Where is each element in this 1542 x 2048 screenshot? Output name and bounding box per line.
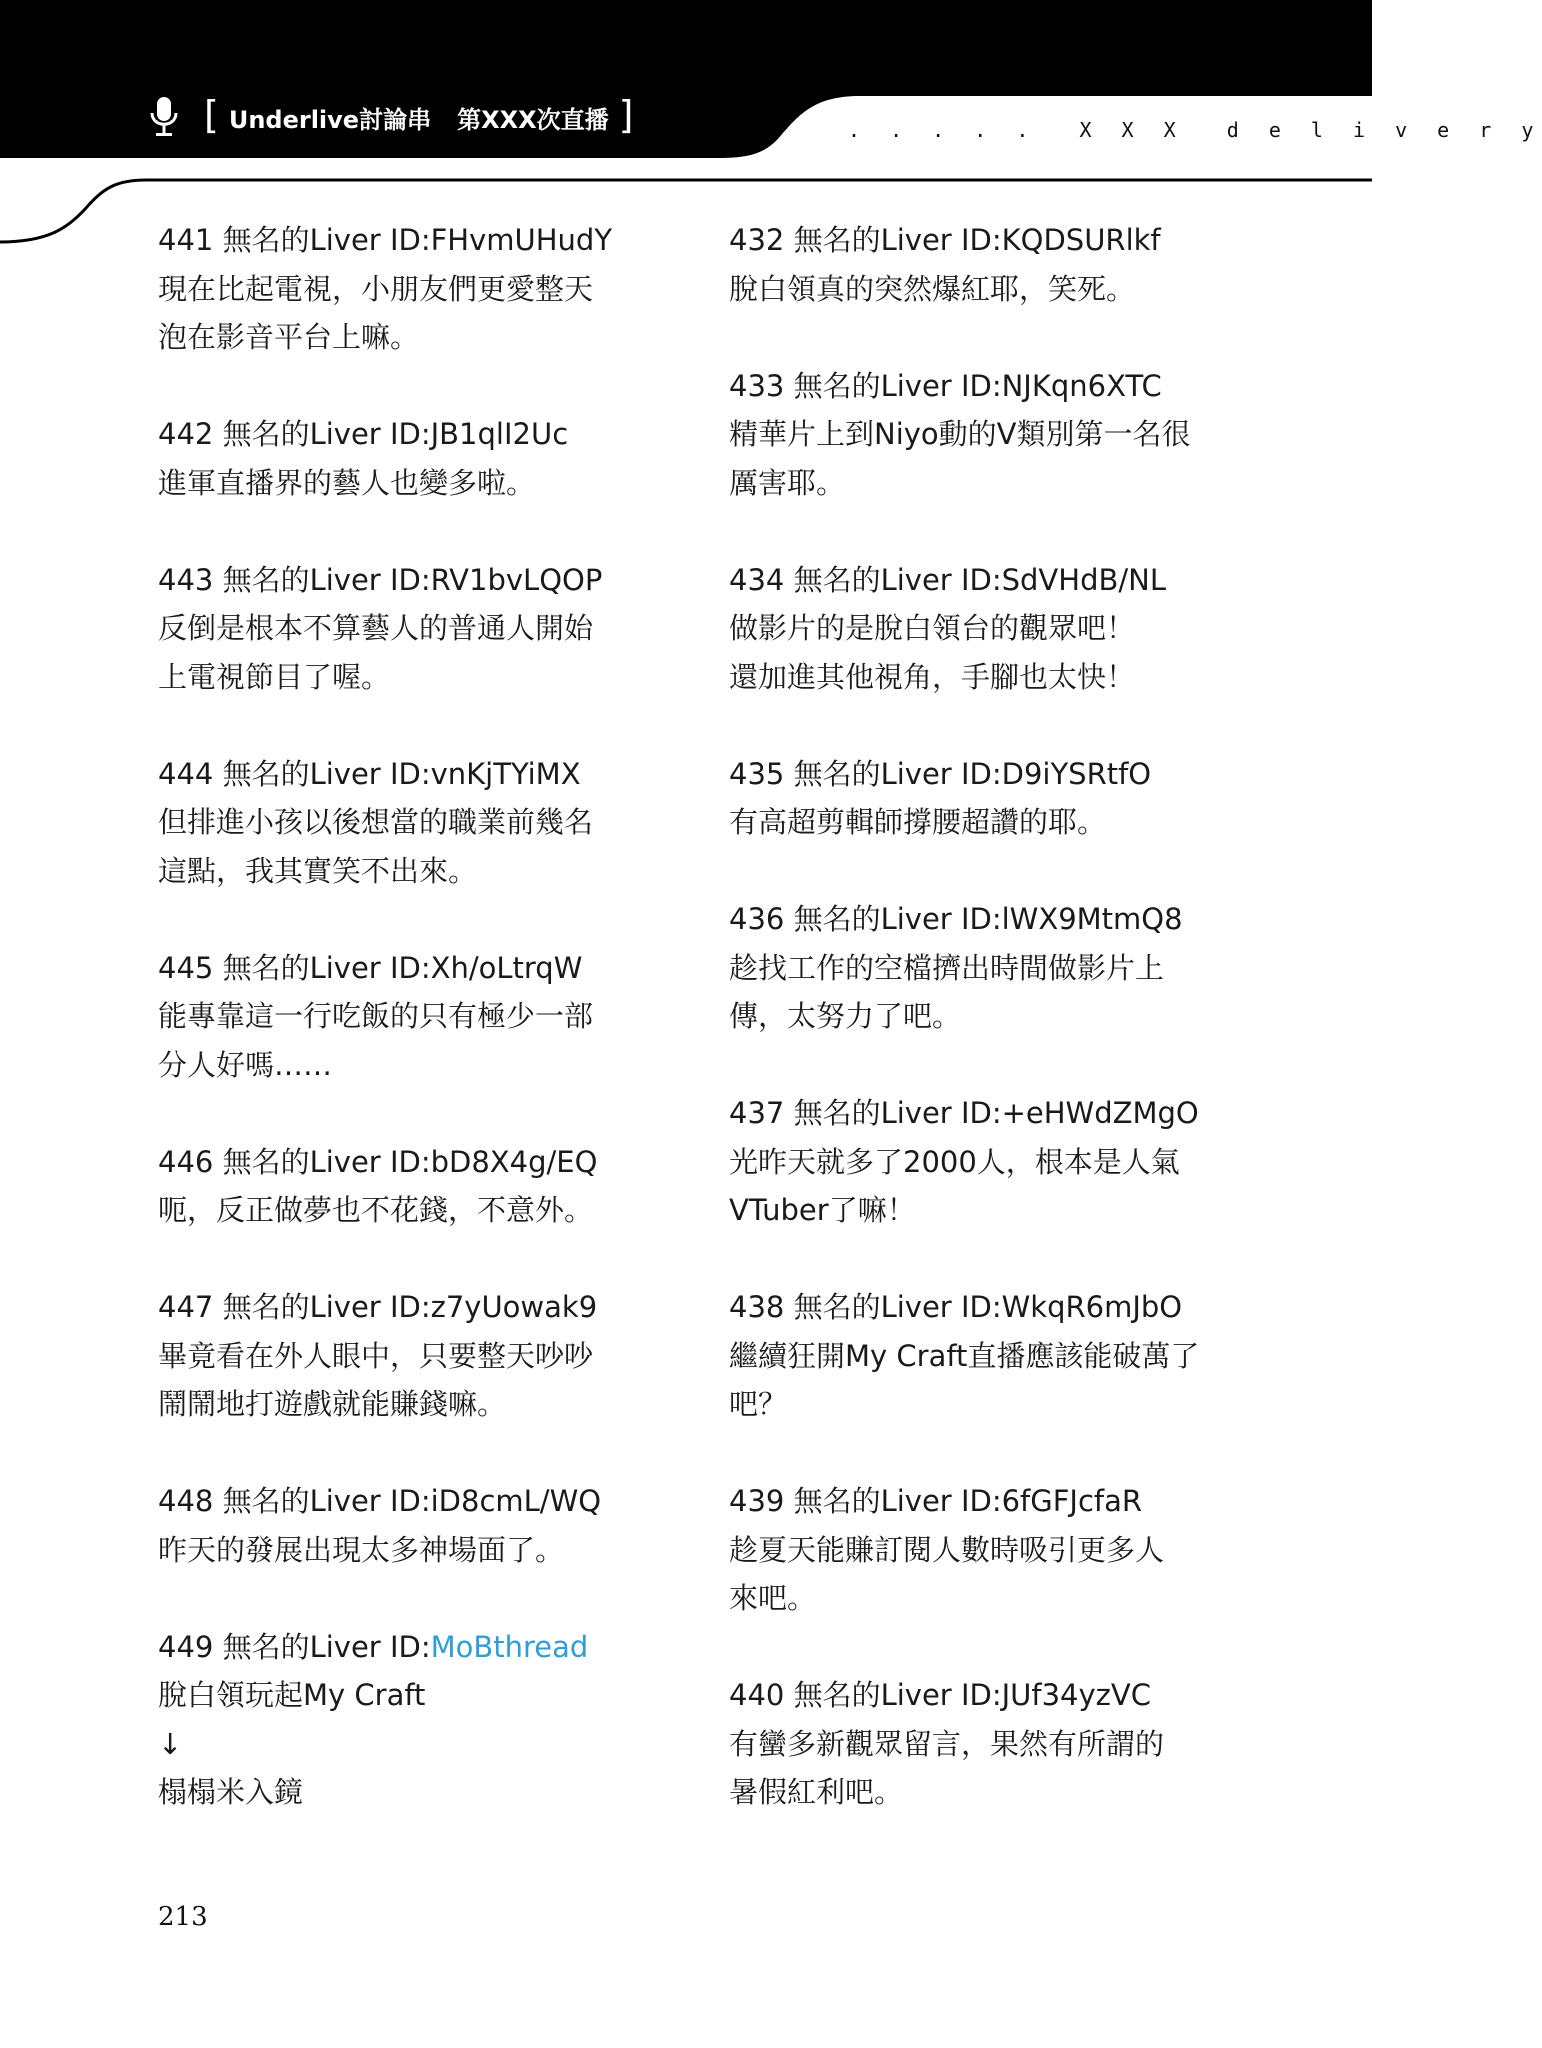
post-line: 厲害耶。 (729, 465, 846, 500)
post-header (729, 362, 1289, 411)
series-title: Underlive討論串 (228, 105, 432, 134)
post-spacer (158, 1089, 718, 1138)
post-number: 441 (158, 223, 214, 257)
post-number: 446 (158, 1144, 214, 1179)
post-header (158, 1477, 718, 1526)
post-author: 無名的Liver (222, 756, 381, 791)
post-spacer (729, 1041, 1289, 1090)
post-line: 分人好嗎…… (158, 1047, 333, 1082)
thread-post (729, 750, 1289, 847)
post-header (158, 1138, 718, 1187)
post-body (158, 265, 718, 362)
post-line: 但排進小孩以後想當的職業前幾名 (158, 805, 594, 839)
right-column (729, 216, 1289, 1817)
thread-post (158, 556, 718, 702)
post-id: 6fGFJcfaR (1001, 1484, 1143, 1518)
post-author: 無名的Liver (222, 1144, 381, 1179)
post-author: 無名的Liver (222, 1629, 381, 1664)
episode-title: 第XXX次直播 (457, 105, 609, 134)
post-spacer (729, 1623, 1289, 1672)
post-spacer (729, 313, 1289, 362)
post-line: 趁夏天能賺訂閱人數時吸引更多人 (729, 1532, 1165, 1567)
post-line: 脫白領真的突然爆紅耶，笑死。 (729, 271, 1136, 306)
post-id-label: ID: (960, 756, 1002, 791)
post-number: 436 (729, 902, 785, 936)
thread-post (158, 410, 718, 507)
post-author: 無名的Liver (222, 562, 381, 597)
post-id: iD8cmL/WQ (430, 1484, 602, 1518)
post-header (729, 1089, 1289, 1138)
post-number: 434 (729, 562, 785, 597)
post-id-label: ID: (960, 368, 1002, 403)
post-number: 433 (729, 368, 785, 403)
page-number: 213 (158, 1902, 208, 1932)
post-spacer (729, 701, 1289, 750)
post-id: Xh/oLtrqW (430, 950, 583, 985)
post-line: 有蠻多新觀眾留言，果然有所謂的 (729, 1726, 1165, 1761)
thread-post (729, 556, 1289, 702)
post-header (729, 1477, 1289, 1526)
post-line: 呃，反正做夢也不花錢，不意外。 (158, 1193, 594, 1227)
post-id-label: ID: (960, 1678, 1002, 1712)
post-id-label: ID: (960, 1096, 1002, 1130)
post-header (158, 1623, 718, 1672)
post-body (158, 798, 718, 895)
post-author: 無名的Liver (222, 950, 381, 985)
post-spacer (729, 507, 1289, 556)
post-spacer (158, 1429, 718, 1478)
post-number: 440 (729, 1678, 785, 1712)
post-header (729, 750, 1289, 799)
microphone-icon (148, 96, 180, 138)
post-header (729, 556, 1289, 605)
post-id-label: ID: (389, 562, 431, 597)
post-id-label: ID: (960, 1290, 1002, 1324)
thread-post (729, 1089, 1289, 1235)
post-author: 無名的Liver (222, 1290, 381, 1324)
post-number: 445 (158, 950, 214, 985)
post-number: 443 (158, 562, 214, 597)
post-id-label: ID: (389, 223, 431, 257)
post-spacer (729, 1235, 1289, 1284)
post-body (158, 1671, 718, 1817)
post-body (729, 1138, 1289, 1235)
post-author: 無名的Liver (793, 902, 952, 936)
thread-post (729, 362, 1289, 508)
post-header (158, 410, 718, 459)
post-number: 432 (729, 223, 785, 257)
post-id: +eHWdZMgO (1001, 1096, 1199, 1130)
post-id: NJKqn6XTC (1001, 368, 1162, 403)
post-header (729, 216, 1289, 265)
thread-post (158, 1623, 718, 1817)
post-line: 昨天的發展出現太多神場面了。 (158, 1532, 565, 1567)
post-id: FHvmUHudY (430, 223, 613, 257)
running-header (148, 92, 643, 142)
post-author: 無名的Liver (222, 417, 381, 451)
post-line: 有高超剪輯師撐腰超讚的耶。 (729, 805, 1107, 839)
post-id: lWX9MtmQ8 (1001, 902, 1183, 936)
thread-post (158, 944, 718, 1090)
post-line: 光昨天就多了2000人，根本是人氣 (729, 1144, 1180, 1179)
post-id-label: ID: (389, 1144, 431, 1179)
post-number: 449 (158, 1629, 214, 1664)
post-spacer (158, 701, 718, 750)
post-body (729, 944, 1289, 1041)
post-author: 無名的Liver (222, 1484, 381, 1518)
post-spacer (158, 1235, 718, 1284)
post-line: 做影片的是脫白領台的觀眾吧！ (729, 611, 1136, 645)
delivery-tagline: . . . . . X X X d e l i v e r y (848, 118, 1542, 142)
post-id: RV1bvLQOP (430, 562, 603, 597)
post-line: 還加進其他視角，手腳也太快！ (729, 659, 1136, 694)
post-body (729, 1720, 1289, 1817)
thread-post (158, 1477, 718, 1574)
post-author: 無名的Liver (793, 562, 952, 597)
post-id-label: ID: (389, 1484, 431, 1518)
thread-post (158, 216, 718, 362)
post-header (729, 895, 1289, 944)
post-spacer (158, 362, 718, 411)
thread-post (729, 1477, 1289, 1623)
post-id-label: ID: (389, 417, 431, 451)
thread-post (158, 1283, 718, 1429)
left-column (158, 216, 718, 1817)
post-number: 439 (729, 1484, 785, 1518)
post-id-label: ID: (960, 223, 1002, 257)
post-id: z7yUowak9 (430, 1290, 598, 1324)
post-line: VTuber了嘛！ (729, 1193, 916, 1227)
open-bracket: [ (204, 93, 219, 137)
thread-post (729, 1671, 1289, 1817)
post-number: 447 (158, 1290, 214, 1324)
post-line: 榻榻米入鏡 (158, 1775, 304, 1809)
post-header (729, 1283, 1289, 1332)
post-line: 來吧。 (729, 1581, 817, 1615)
post-number: 435 (729, 756, 785, 791)
post-header (158, 216, 718, 265)
post-id: D9iYSRtfO (1001, 756, 1152, 791)
post-header (729, 1671, 1289, 1720)
post-spacer (158, 1574, 718, 1623)
thread-owner-id-link[interactable]: MoBthread (430, 1629, 589, 1664)
post-author: 無名的Liver (793, 1290, 952, 1324)
post-line: 傳，太努力了吧。 (729, 999, 962, 1033)
post-spacer (158, 507, 718, 556)
post-spacer (729, 1429, 1289, 1478)
post-line: 進軍直播界的藝人也變多啦。 (158, 465, 536, 500)
post-line: 趁找工作的空檔擠出時間做影片上 (729, 950, 1165, 985)
post-id-label: ID: (960, 1484, 1002, 1518)
thread-post (158, 1138, 718, 1235)
post-line: 鬧鬧地打遊戲就能賺錢嘛。 (158, 1387, 507, 1421)
post-body (729, 798, 1289, 847)
post-line: 泡在影音平台上嘛。 (158, 320, 420, 354)
post-body (158, 1332, 718, 1429)
post-line: 暑假紅利吧。 (729, 1775, 904, 1809)
post-header (158, 944, 718, 993)
post-author: 無名的Liver (793, 368, 952, 403)
thread-post (729, 216, 1289, 313)
post-number: 437 (729, 1096, 785, 1130)
post-id-label: ID: (389, 1290, 431, 1324)
post-id: JUf34yzVC (1001, 1678, 1151, 1712)
thread-post (158, 750, 718, 896)
post-id-label: ID: (960, 562, 1002, 597)
post-header (158, 750, 718, 799)
post-id: vnKjTYiMX (430, 756, 581, 791)
post-line: 繼續狂開My Craft直播應該能破萬了 (729, 1338, 1200, 1373)
post-id-label: ID: (389, 1629, 431, 1664)
post-id: WkqR6mJbO (1001, 1290, 1183, 1324)
post-line: 脫白領玩起My Craft (158, 1678, 426, 1712)
close-bracket: ] (618, 93, 634, 137)
post-line: 這點，我其實笑不出來。 (158, 853, 478, 888)
post-header (158, 556, 718, 605)
post-body (158, 1186, 718, 1235)
post-author: 無名的Liver (793, 1096, 952, 1130)
post-id-label: ID: (960, 902, 1002, 936)
post-line: 吧？ (729, 1387, 788, 1421)
post-body (729, 1332, 1289, 1429)
post-body (729, 604, 1289, 701)
post-line: 精華片上到Niyo動的V類別第一名很 (729, 417, 1191, 451)
post-spacer (158, 895, 718, 944)
post-id-label: ID: (389, 950, 431, 985)
post-id: KQDSURlkf (1001, 223, 1161, 257)
post-line: 畢竟看在外人眼中，只要整天吵吵 (158, 1338, 594, 1373)
post-body (158, 459, 718, 508)
post-body (158, 1526, 718, 1575)
post-body (729, 410, 1289, 507)
thread-post (729, 1283, 1289, 1429)
thread-post (729, 895, 1289, 1041)
post-body (729, 1526, 1289, 1623)
post-number: 442 (158, 417, 214, 451)
post-author: 無名的Liver (793, 1678, 952, 1712)
post-number: 438 (729, 1290, 785, 1324)
post-body (158, 604, 718, 701)
post-body (729, 265, 1289, 314)
post-id: JB1qlI2Uc (430, 417, 569, 451)
post-line: 能專靠這一行吃飯的只有極少一部 (158, 999, 594, 1033)
post-id: SdVHdB/NL (1001, 562, 1166, 597)
post-body (158, 992, 718, 1089)
post-author: 無名的Liver (793, 1484, 952, 1518)
post-number: 444 (158, 756, 214, 791)
post-author: 無名的Liver (222, 223, 381, 257)
post-author: 無名的Liver (793, 223, 952, 257)
post-number: 448 (158, 1484, 214, 1518)
post-spacer (729, 847, 1289, 896)
post-id-label: ID: (389, 756, 431, 791)
post-id: bD8X4g/EQ (430, 1144, 598, 1179)
post-line: ↓ (158, 1726, 183, 1761)
post-line: 上電視節目了喔。 (158, 659, 391, 694)
post-header (158, 1283, 718, 1332)
post-line: 現在比起電視，小朋友們更愛整天 (158, 271, 594, 306)
post-author: 無名的Liver (793, 756, 952, 791)
post-line: 反倒是根本不算藝人的普通人開始 (158, 611, 594, 645)
